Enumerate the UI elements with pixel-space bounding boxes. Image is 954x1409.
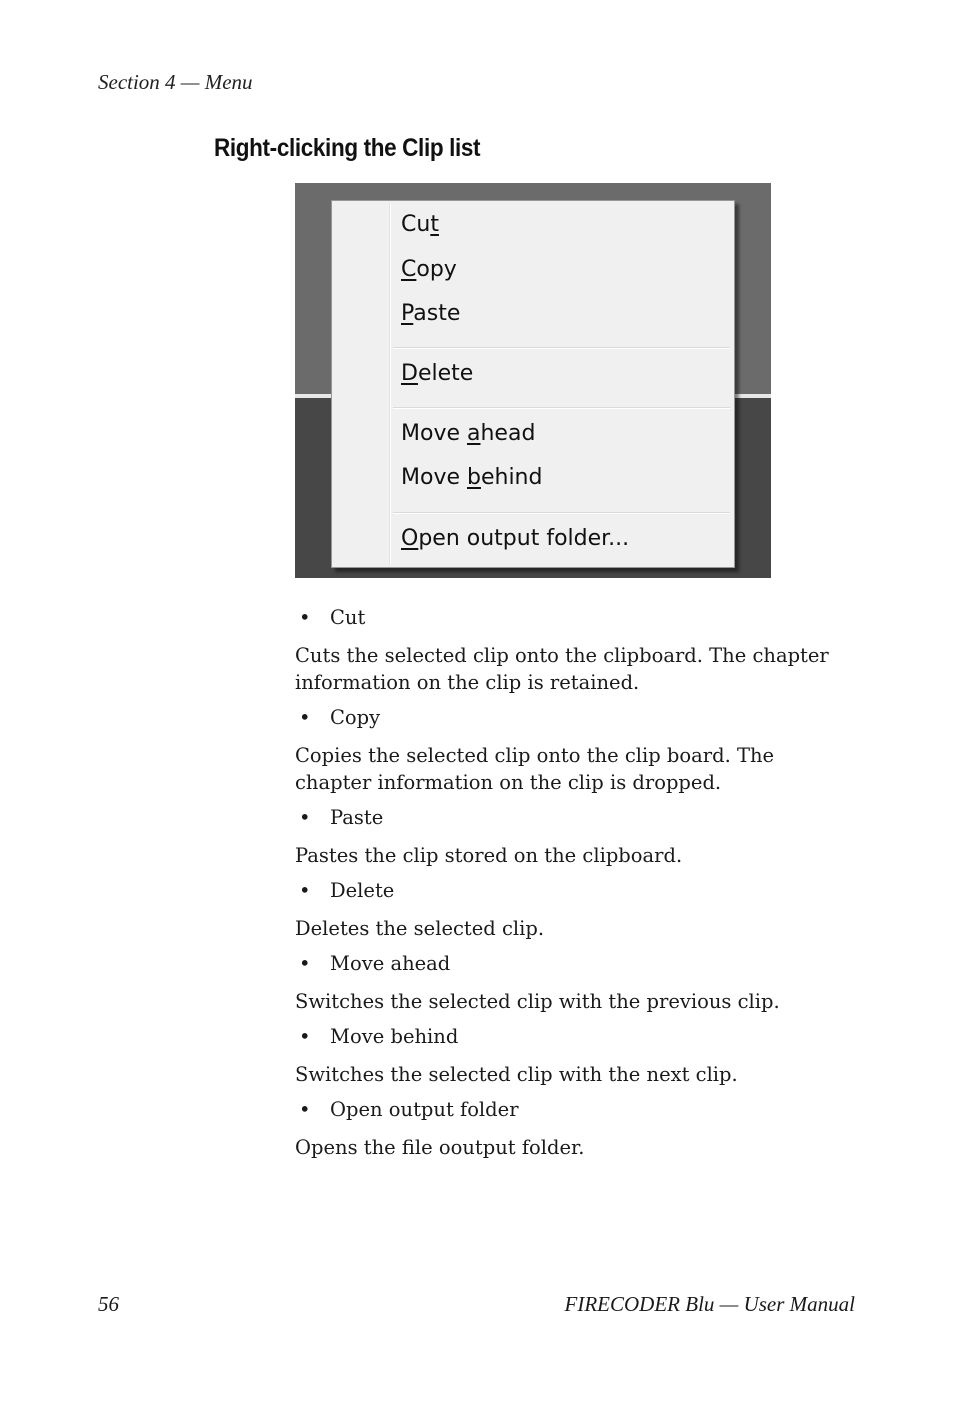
context-menu-screenshot <box>295 183 771 578</box>
context-menu <box>331 200 735 568</box>
entry-description-cut: Cuts the selected clip onto the clipboard. The chapter information on the clip is retained. <box>295 644 829 694</box>
accelerator-key: D <box>401 361 418 386</box>
entry-description-move-ahead: Switches the selected clip with the previous clip. <box>295 990 780 1013</box>
entry-description-delete: Deletes the selected clip. <box>295 917 545 940</box>
accelerator-key: P <box>401 301 414 326</box>
entry-label-paste: • Paste <box>295 804 855 831</box>
menu-item-copy[interactable]: Copy <box>401 257 457 282</box>
accelerator-key: b <box>467 465 481 490</box>
entry-label-copy: • Copy <box>295 704 855 731</box>
entry-description-move-behind: Switches the selected clip with the next clip. <box>295 1063 738 1086</box>
menu-separator <box>393 347 730 349</box>
menu-item-paste[interactable]: Paste <box>401 301 461 326</box>
manual-title: FIRECODER Blu — User Manual <box>564 1292 855 1316</box>
menu-icon-gutter <box>389 203 391 565</box>
menu-item-move-ahead[interactable]: Move ahead <box>401 421 536 446</box>
entry-label-move-behind: • Move behind <box>295 1023 855 1050</box>
entry-description-copy: Copies the selected clip onto the clip board. The chapter information on the clip is dropped. <box>295 744 775 794</box>
entry-description-paste: Pastes the clip stored on the clipboard. <box>295 844 683 867</box>
accelerator-key: t <box>430 212 439 237</box>
menu-item-move-behind[interactable]: Move behind <box>401 465 543 490</box>
menu-separator <box>393 512 730 514</box>
accelerator-key: C <box>401 257 417 282</box>
menu-item-delete[interactable]: Delete <box>401 361 474 386</box>
page-number: 56 <box>98 1292 119 1316</box>
entry-label-delete: • Delete <box>295 877 855 904</box>
entry-label-open-output-folder: • Open output folder <box>295 1096 855 1123</box>
running-head: Section 4 — Menu <box>98 70 253 94</box>
entry-description-open-output-folder: Opens the file ooutput folder. <box>295 1136 585 1159</box>
menu-item-open-output-folder[interactable]: Open output folder... <box>401 526 630 551</box>
accelerator-key: a <box>467 421 481 446</box>
menu-item-cut[interactable]: Cut <box>401 212 439 237</box>
entry-label-move-ahead: • Move ahead <box>295 950 855 977</box>
accelerator-key: O <box>401 526 419 551</box>
menu-descriptions <box>295 604 855 1161</box>
entry-label-cut: • Cut <box>295 604 855 631</box>
menu-separator <box>393 407 730 409</box>
section-heading: Right-clicking the Clip list <box>214 134 481 162</box>
